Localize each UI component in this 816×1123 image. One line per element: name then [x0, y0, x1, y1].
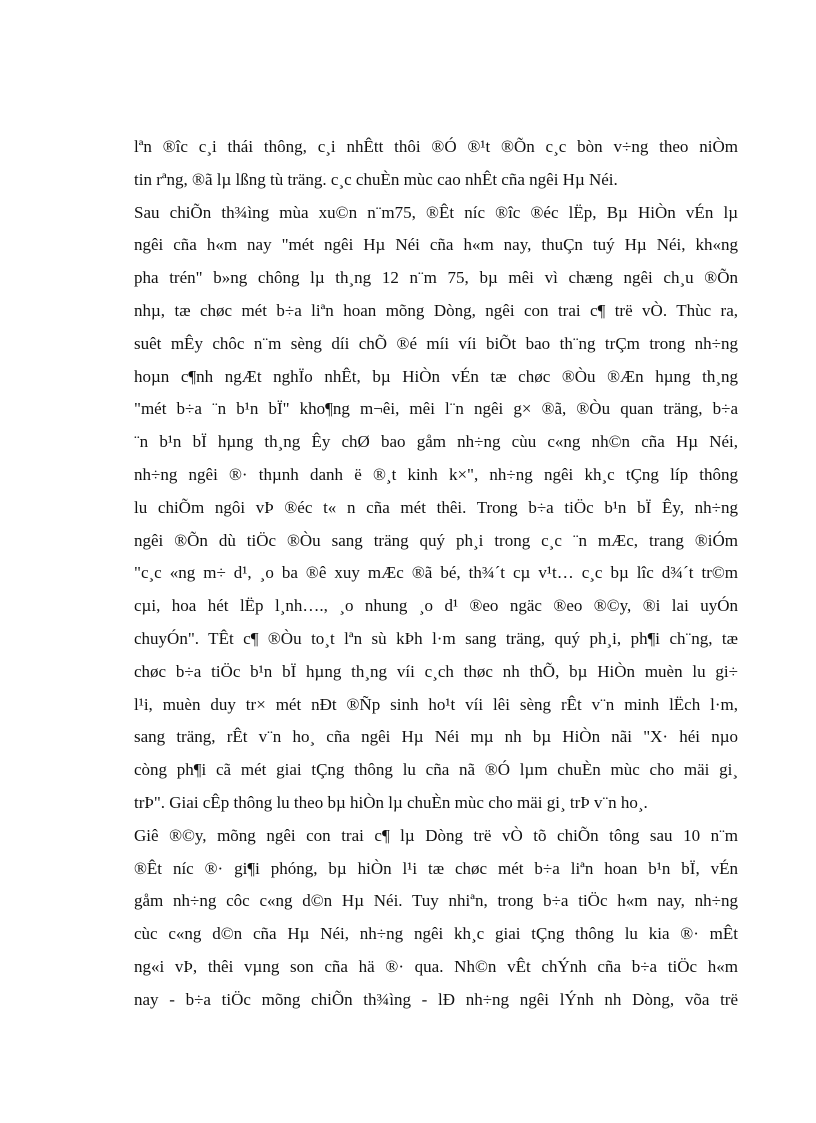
text-line: ngêi ®Õn dù tiÖc ®Òu sang träng quý ph¸i trong c¸c ¨n mÆc, trang ®iÓm	[134, 530, 738, 550]
text-line: tin rªng, ®ã lµ lßng tù träng. c¸c chuÈn mùc cao nhÊt cña ngêi Hµ Néi.	[134, 169, 618, 189]
text-line: Sau chiÕn th¾ìng mùa xu©n n¨m75, ®Êt níc ®îc ®éc lËp, Bµ HiÒn vÉn lµ	[134, 202, 738, 222]
text-line: nh÷ng ngêi ®· thµnh danh ë ®¸t kinh k×", nh÷ng ngêi kh¸c tÇng líp thông	[134, 464, 738, 484]
text-line: "mét b÷a ¨n b¹n bÏ" kho¶ng m¬êi, mêi l¨n ngêi g× ®ã, ®Òu quan träng, b÷a	[134, 399, 738, 419]
text-line: cµi, hoa hét lËp l¸nh…., ¸o nhung ¸o d¹ ®eo ngäc ®eo ®©y, ®i lai uyÓn	[134, 596, 738, 616]
text-line: còng ph¶i cã mét giai tÇng thông lu cña nã ®Ó lµm chuÈn mùc cho mäi gi¸	[134, 760, 738, 780]
text-line: pha trén" b»ng chông lµ th¸ng 12 n¨m 75, bµ mêi vì chæng ngêi ch¸u ®Õn	[134, 268, 738, 288]
text-line: gåm nh÷ng côc c«ng d©n Hµ Néi. Tuy nhiªn, trong b÷a tiÖc h«m nay, nh÷ng	[134, 891, 738, 911]
text-line: Giê ®©y, mõng ngêi con trai c¶ lµ Dòng trë vÒ tõ chiÕn tông sau 10 n¨m	[134, 825, 738, 845]
text-line: ng«i vÞ, thêi vµng son cña hä ®· qua. Nh©n vÊt chÝnh cña b÷a tiÖc h«m	[134, 956, 738, 976]
text-line: cùc c«ng d©n cña Hµ Néi, nh÷ng ngêi kh¸c giai tÇng thông lu kia ®· mÊt	[134, 924, 738, 944]
text-line: hoµn c¶nh ngÆt nghÏo nhÊt, bµ HiÒn vÉn tæ chøc ®Òu ®Æn hµng th¸ng	[134, 366, 738, 386]
text-line: l¹i, muèn duy tr× mét nÐt ®Ñp sinh ho¹t víi lêi sèng rÊt v¨n minh lËch l·m,	[134, 694, 738, 714]
text-line: "c¸c «ng m÷ d¹, ¸o ba ®ê xuy mÆc ®ã bé, th¾´t cµ v¹t… c¸c bµ lîc d¾´t tr©m	[134, 563, 738, 583]
text-line: suêt mÊy chôc n¨m sèng díi chÕ ®é míi víi biÕt bao th¨ng trÇm trong nh÷ng	[134, 333, 738, 353]
text-line: chøc b÷a tiÖc b¹n bÏ hµng th¸ng víi c¸ch thøc nh thÕ, bµ HiÒn muèn lu gi÷	[134, 661, 738, 681]
text-line: ngêi cña h«m nay "mét ngêi Hµ Néi cña h«m nay, thuÇn tuý Hµ Néi, kh«ng	[134, 235, 738, 255]
text-line: nay - b÷a tiÖc mõng chiÕn th¾ìng - lÐ nh÷ng ngêi lÝnh nh Dòng, võa trë	[134, 989, 738, 1009]
text-line: ¨n b¹n bÏ hµng th¸ng Êy chØ bao gåm nh÷ng cùu c«ng nh©n cña Hµ Néi,	[134, 432, 738, 452]
text-line: nhµ, tæ chøc mét b÷a liªn hoan mõng Dòng, ngêi con trai c¶ trë vÒ. Thùc ra,	[134, 300, 738, 320]
text-line: lu chiÕm ngôi vÞ ®éc t« n cña mét thêi. Trong b÷a tiÖc b¹n bÏ Êy, nh÷ng	[134, 497, 738, 517]
text-line: trÞ". Giai cÊp thông lu theo bµ hiÒn lµ chuÈn mùc cho mäi gi¸ trÞ v¨n ho¸.	[134, 792, 648, 812]
text-line: ®Êt níc ®· gi¶i phóng, bµ hiÒn l¹i tæ chøc mét b÷a liªn hoan b¹n bÏ, vÉn	[134, 858, 738, 878]
text-line: chuyÓn". TÊt c¶ ®Òu to¸t lªn sù kÞh l·m sang träng, quý ph¸i, ph¶i ch¨ng, tæ	[134, 628, 738, 648]
text-line: lªn ®îc c¸i thái thông, c¸i nhÊtt thôi ®Ó ®¹t ®Õn c¸c bòn v÷ng theo niÒm	[134, 137, 738, 156]
body-text	[134, 131, 738, 1017]
text-line: sang träng, rÊt v¨n ho¸ cña ngêi Hµ Néi mµ nh bµ HiÒn nãi "X· héi nµo	[134, 727, 738, 747]
